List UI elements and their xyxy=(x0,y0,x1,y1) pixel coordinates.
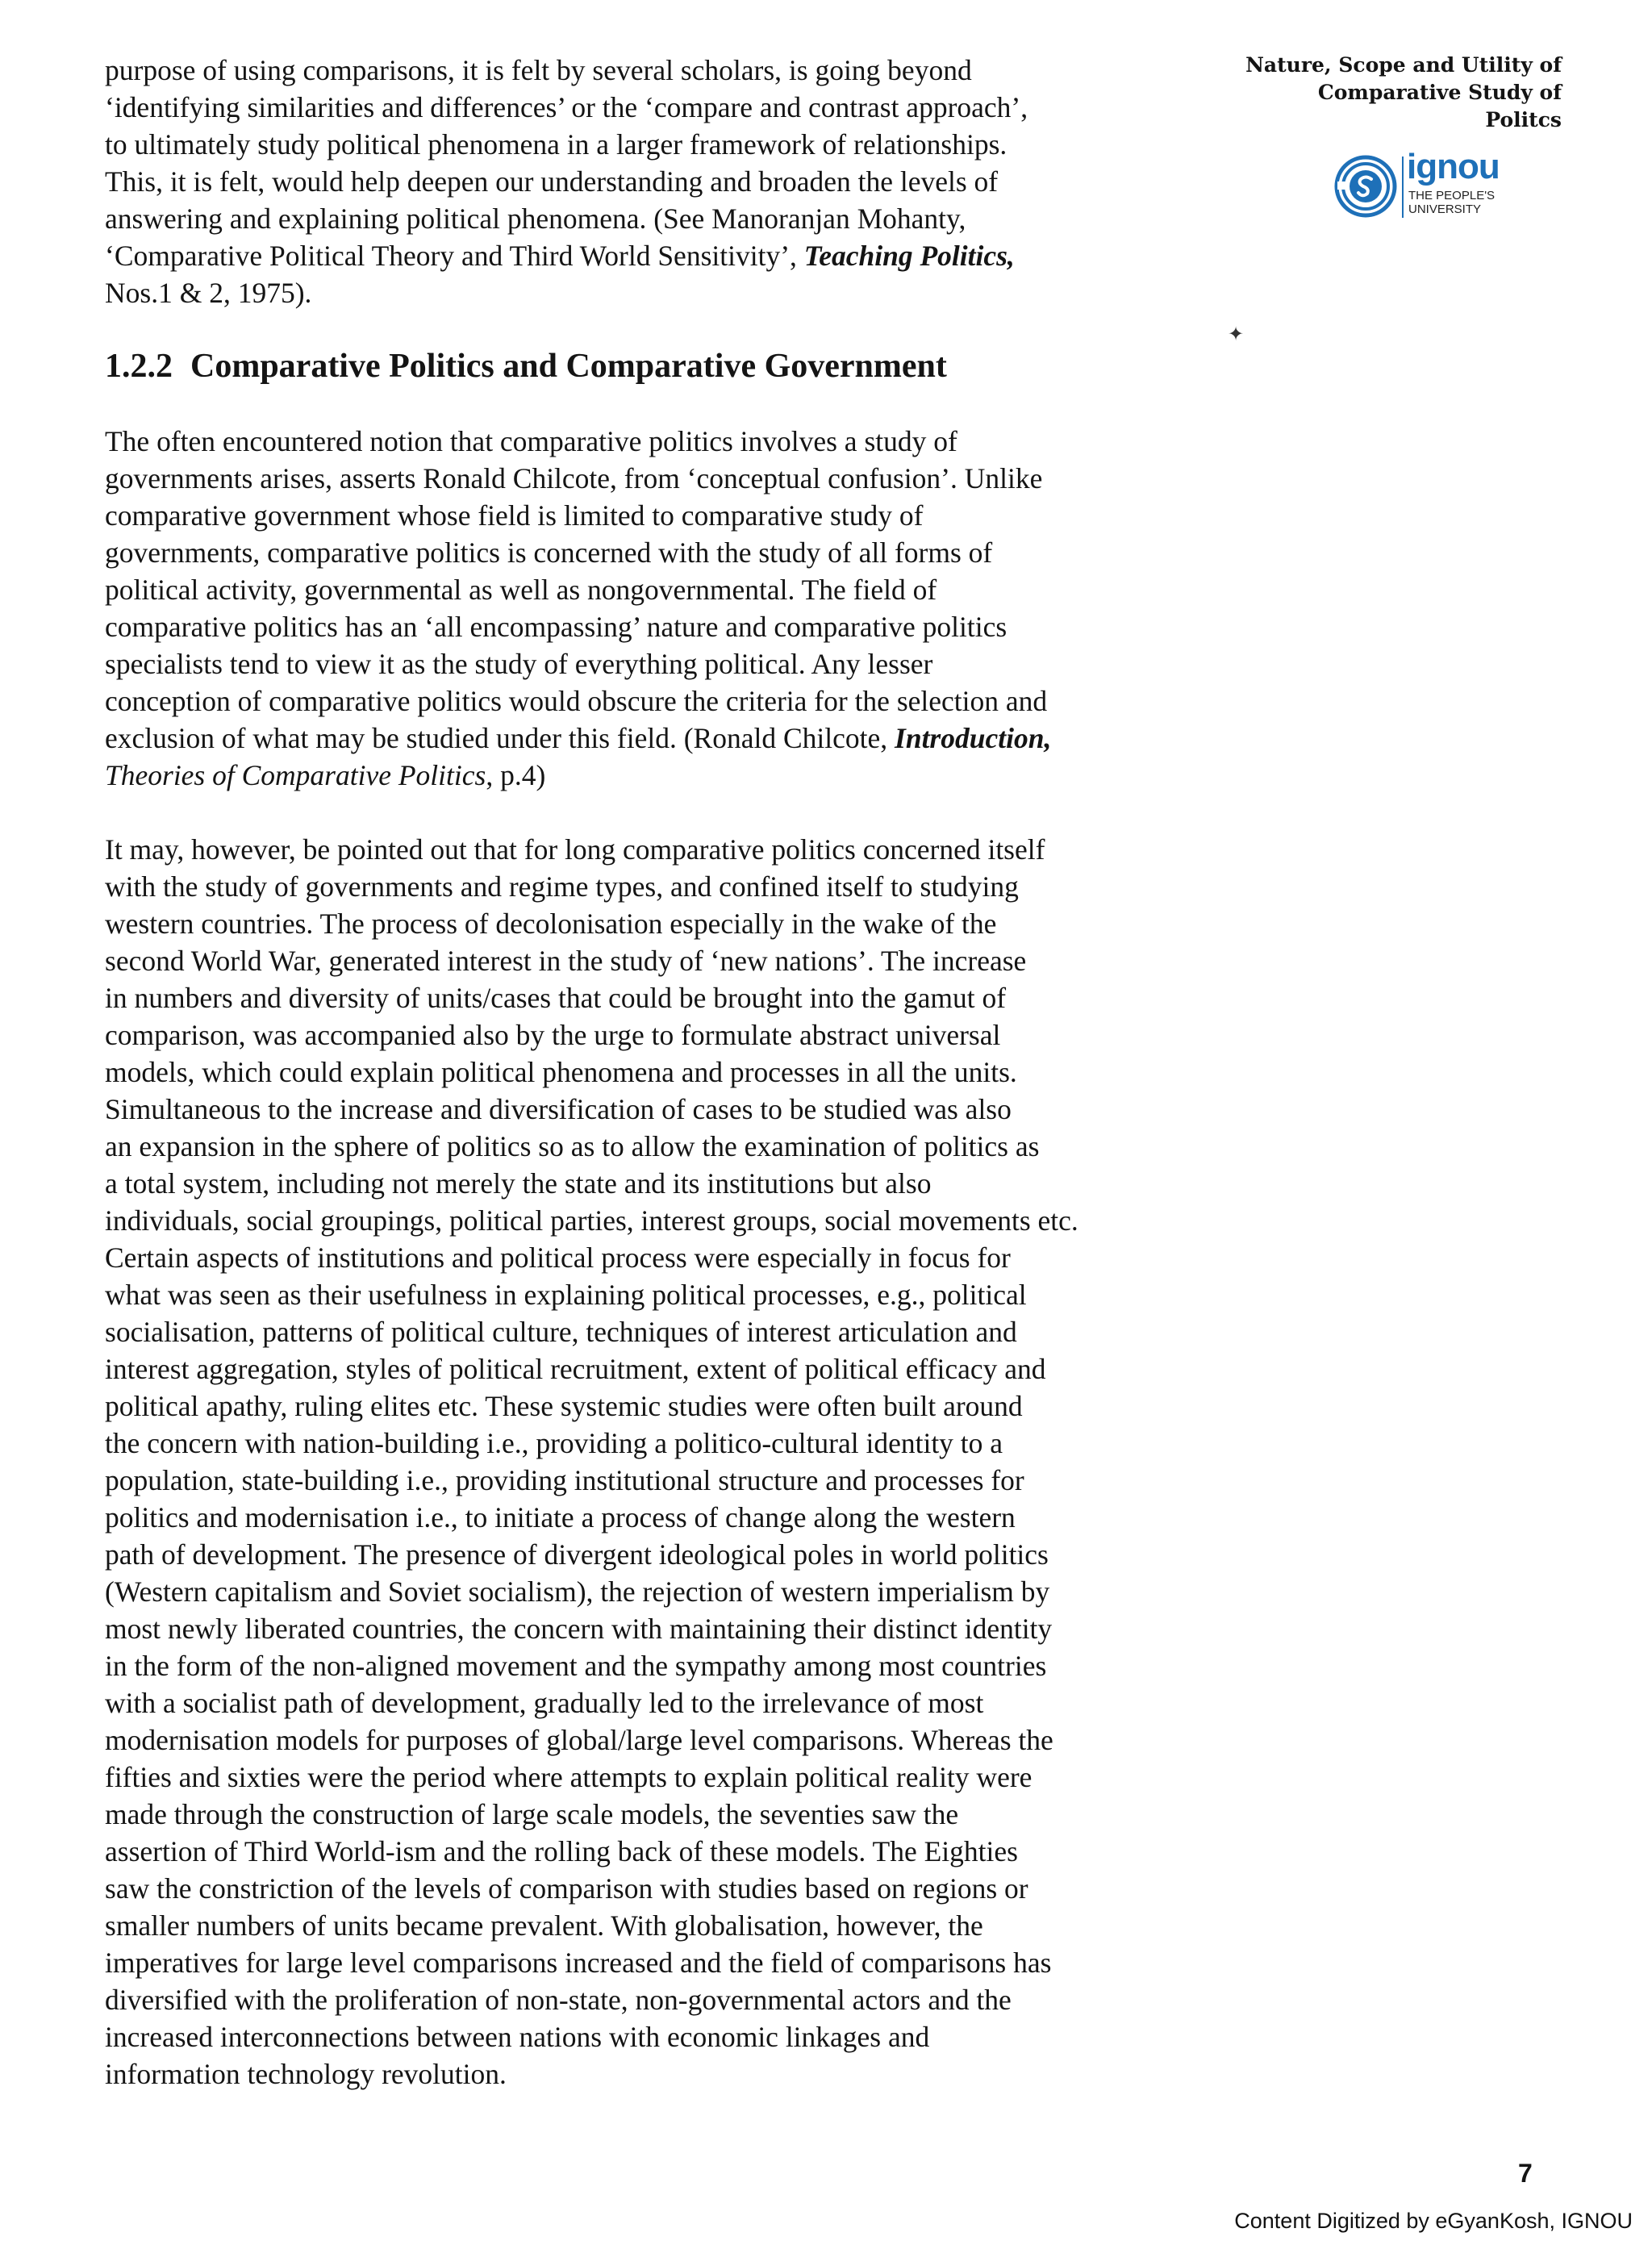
digitized-credit: Content Digitized by eGyanKosh, IGNOU xyxy=(1234,2209,1633,2233)
text-line: in numbers and diversity of units/cases that could be brought into the gamut of xyxy=(105,982,1007,1014)
text-line: what was seen as their usefulness in explaining political processes, e.g., political xyxy=(105,1279,1027,1311)
text-run: exclusion of what may be studied under this field. (Ronald Chilcote, xyxy=(105,722,895,754)
text-line: models, which could explain political phenomena and processes in all the units. xyxy=(105,1056,1017,1088)
running-head-line: Politcs xyxy=(1485,108,1562,131)
text-line: with the study of governments and regime types, and confined itself to studying xyxy=(105,870,1019,903)
text-line: fifties and sixties were the period where attempts to explain political reality were xyxy=(105,1761,1032,1793)
text-line: made through the construction of large scale models, the seventies saw the xyxy=(105,1798,959,1830)
text-line xyxy=(105,757,1190,794)
text-line: answering and explaining political phenomena. (See Manoranjan Mohanty, xyxy=(105,202,966,235)
logo-tagline-line: THE PEOPLE'S xyxy=(1408,189,1496,202)
text-run: , p.4) xyxy=(486,759,546,791)
text-line: smaller numbers of units became prevalent. With globalisation, however, the xyxy=(105,1909,983,1942)
logo-divider xyxy=(1402,156,1404,218)
text-line: governments, comparative politics is concerned with the study of all forms of xyxy=(105,536,993,569)
text-line: conception of comparative politics would obscure the criteria for the selection and xyxy=(105,685,1048,717)
text-line: purpose of using comparisons, it is felt by several scholars, is going beyond xyxy=(105,54,972,86)
book-title: Introduction, xyxy=(895,722,1052,754)
text-line: specialists tend to view it as the study of everything political. Any lesser xyxy=(105,648,933,680)
logo-tagline-line: UNIVERSITY xyxy=(1408,202,1482,216)
text-line: politics and modernisation i.e., to initiate a process of change along the western xyxy=(105,1501,1016,1534)
text-line: interest aggregation, styles of political recruitment, extent of political efficacy and xyxy=(105,1353,1046,1385)
page-number: 7 xyxy=(1518,2159,1533,2188)
text-line: comparison, was accompanied also by the urge to formulate abstract universal xyxy=(105,1019,1001,1051)
text-line: This, it is felt, would help deepen our understanding and broaden the levels of xyxy=(105,165,999,198)
text-line: most newly liberated countries, the concern with maintaining their distinct identity xyxy=(105,1613,1053,1645)
text-line: an expansion in the sphere of politics so as to allow the examination of politics as xyxy=(105,1130,1040,1162)
logo-wordmark: ignou xyxy=(1407,147,1500,186)
text-run: ‘Comparative Political Theory and Third World Sensitivity’, xyxy=(105,240,804,272)
section-heading xyxy=(105,347,947,386)
text-line: information technology revolution. xyxy=(105,2058,507,2090)
text-line: socialisation, patterns of political culture, techniques of interest articulation and xyxy=(105,1316,1017,1348)
journal-title: Teaching Politics, xyxy=(803,240,1015,272)
text-line: assertion of Third World-ism and the rolling back of these models. The Eighties xyxy=(105,1835,1018,1867)
text-line: comparative politics has an ‘all encompassing’ nature and comparative politics xyxy=(105,611,1007,643)
running-head-line: Comparative Study of xyxy=(1317,81,1562,104)
text-line: in the form of the non-aligned movement and the sympathy among most countries xyxy=(105,1650,1047,1682)
text-line: to ultimately study political phenomena in a larger framework of relationships. xyxy=(105,128,1007,161)
paragraph-decolonisation xyxy=(105,831,1190,2093)
text-line: (Western capitalism and Soviet socialism), the rejection of western imperialism by xyxy=(105,1575,1050,1608)
paragraph-intro xyxy=(105,52,1190,311)
section-number: 1.2.2 xyxy=(105,348,173,385)
text-line: second World War, generated interest in the study of ‘new nations’. The increase xyxy=(105,945,1027,977)
text-line: path of development. The presence of divergent ideological poles in world politics xyxy=(105,1538,1049,1571)
text-line: political activity, governmental as well as nongovernmental. The field of xyxy=(105,574,937,606)
text-line: ‘identifying similarities and differences’ or the ‘compare and contrast approach’, xyxy=(105,91,1028,123)
section-title: Comparative Politics and Comparative Government xyxy=(190,348,947,385)
text-line: comparative government whose field is limited to comparative study of xyxy=(105,499,924,532)
text-line: the concern with nation-building i.e., providing a politico-cultural identity to a xyxy=(105,1427,1003,1459)
text-line: Simultaneous to the increase and diversification of cases to be studied was also xyxy=(105,1093,1012,1125)
text-line: with a socialist path of development, gradually led to the irrelevance of most xyxy=(105,1687,984,1719)
text-line: individuals, social groupings, political parties, interest groups, social movements etc. xyxy=(105,1204,1078,1237)
logo-tagline xyxy=(1408,189,1495,216)
text-line: increased interconnections between nations with economic linkages and xyxy=(105,2021,930,2053)
text-line: It may, however, be pointed out that for long comparative politics concerned itself xyxy=(105,833,1045,866)
paragraph-chilcote xyxy=(105,423,1190,794)
text-line: a total system, including not merely the state and its institutions but also xyxy=(105,1167,932,1200)
ignou-emblem-icon xyxy=(1333,155,1399,218)
text-line: Certain aspects of institutions and political process were especially in focus for xyxy=(105,1241,1011,1274)
text-line: political apathy, ruling elites etc. These systemic studies were often built around xyxy=(105,1390,1023,1422)
text-line xyxy=(105,237,1190,274)
text-line: The often encountered notion that comparative politics involves a study of xyxy=(105,425,957,457)
text-line: governments arises, asserts Ronald Chilcote, from ‘conceptual confusion’. Unlike xyxy=(105,462,1043,494)
running-head xyxy=(1245,52,1562,134)
scan-speck: ✦ xyxy=(1228,324,1245,345)
text-line: population, state-building i.e., providing institutional structure and processes for xyxy=(105,1464,1024,1496)
book-title: Theories of Comparative Politics xyxy=(105,759,486,791)
text-line: imperatives for large level comparisons increased and the field of comparisons has xyxy=(105,1947,1052,1979)
text-line: saw the constriction of the levels of comparison with studies based on regions or xyxy=(105,1872,1028,1905)
text-line: western countries. The process of decolonisation especially in the wake of the xyxy=(105,908,997,940)
text-line: Nos.1 & 2, 1975). xyxy=(105,277,312,309)
ignou-logo xyxy=(1333,147,1502,223)
text-line xyxy=(105,720,1190,757)
running-head-line: Nature, Scope and Utility of xyxy=(1245,53,1562,77)
text-line: diversified with the proliferation of non-state, non-governmental actors and the xyxy=(105,1984,1012,2016)
text-line: modernisation models for purposes of global/large level comparisons. Whereas the xyxy=(105,1724,1053,1756)
